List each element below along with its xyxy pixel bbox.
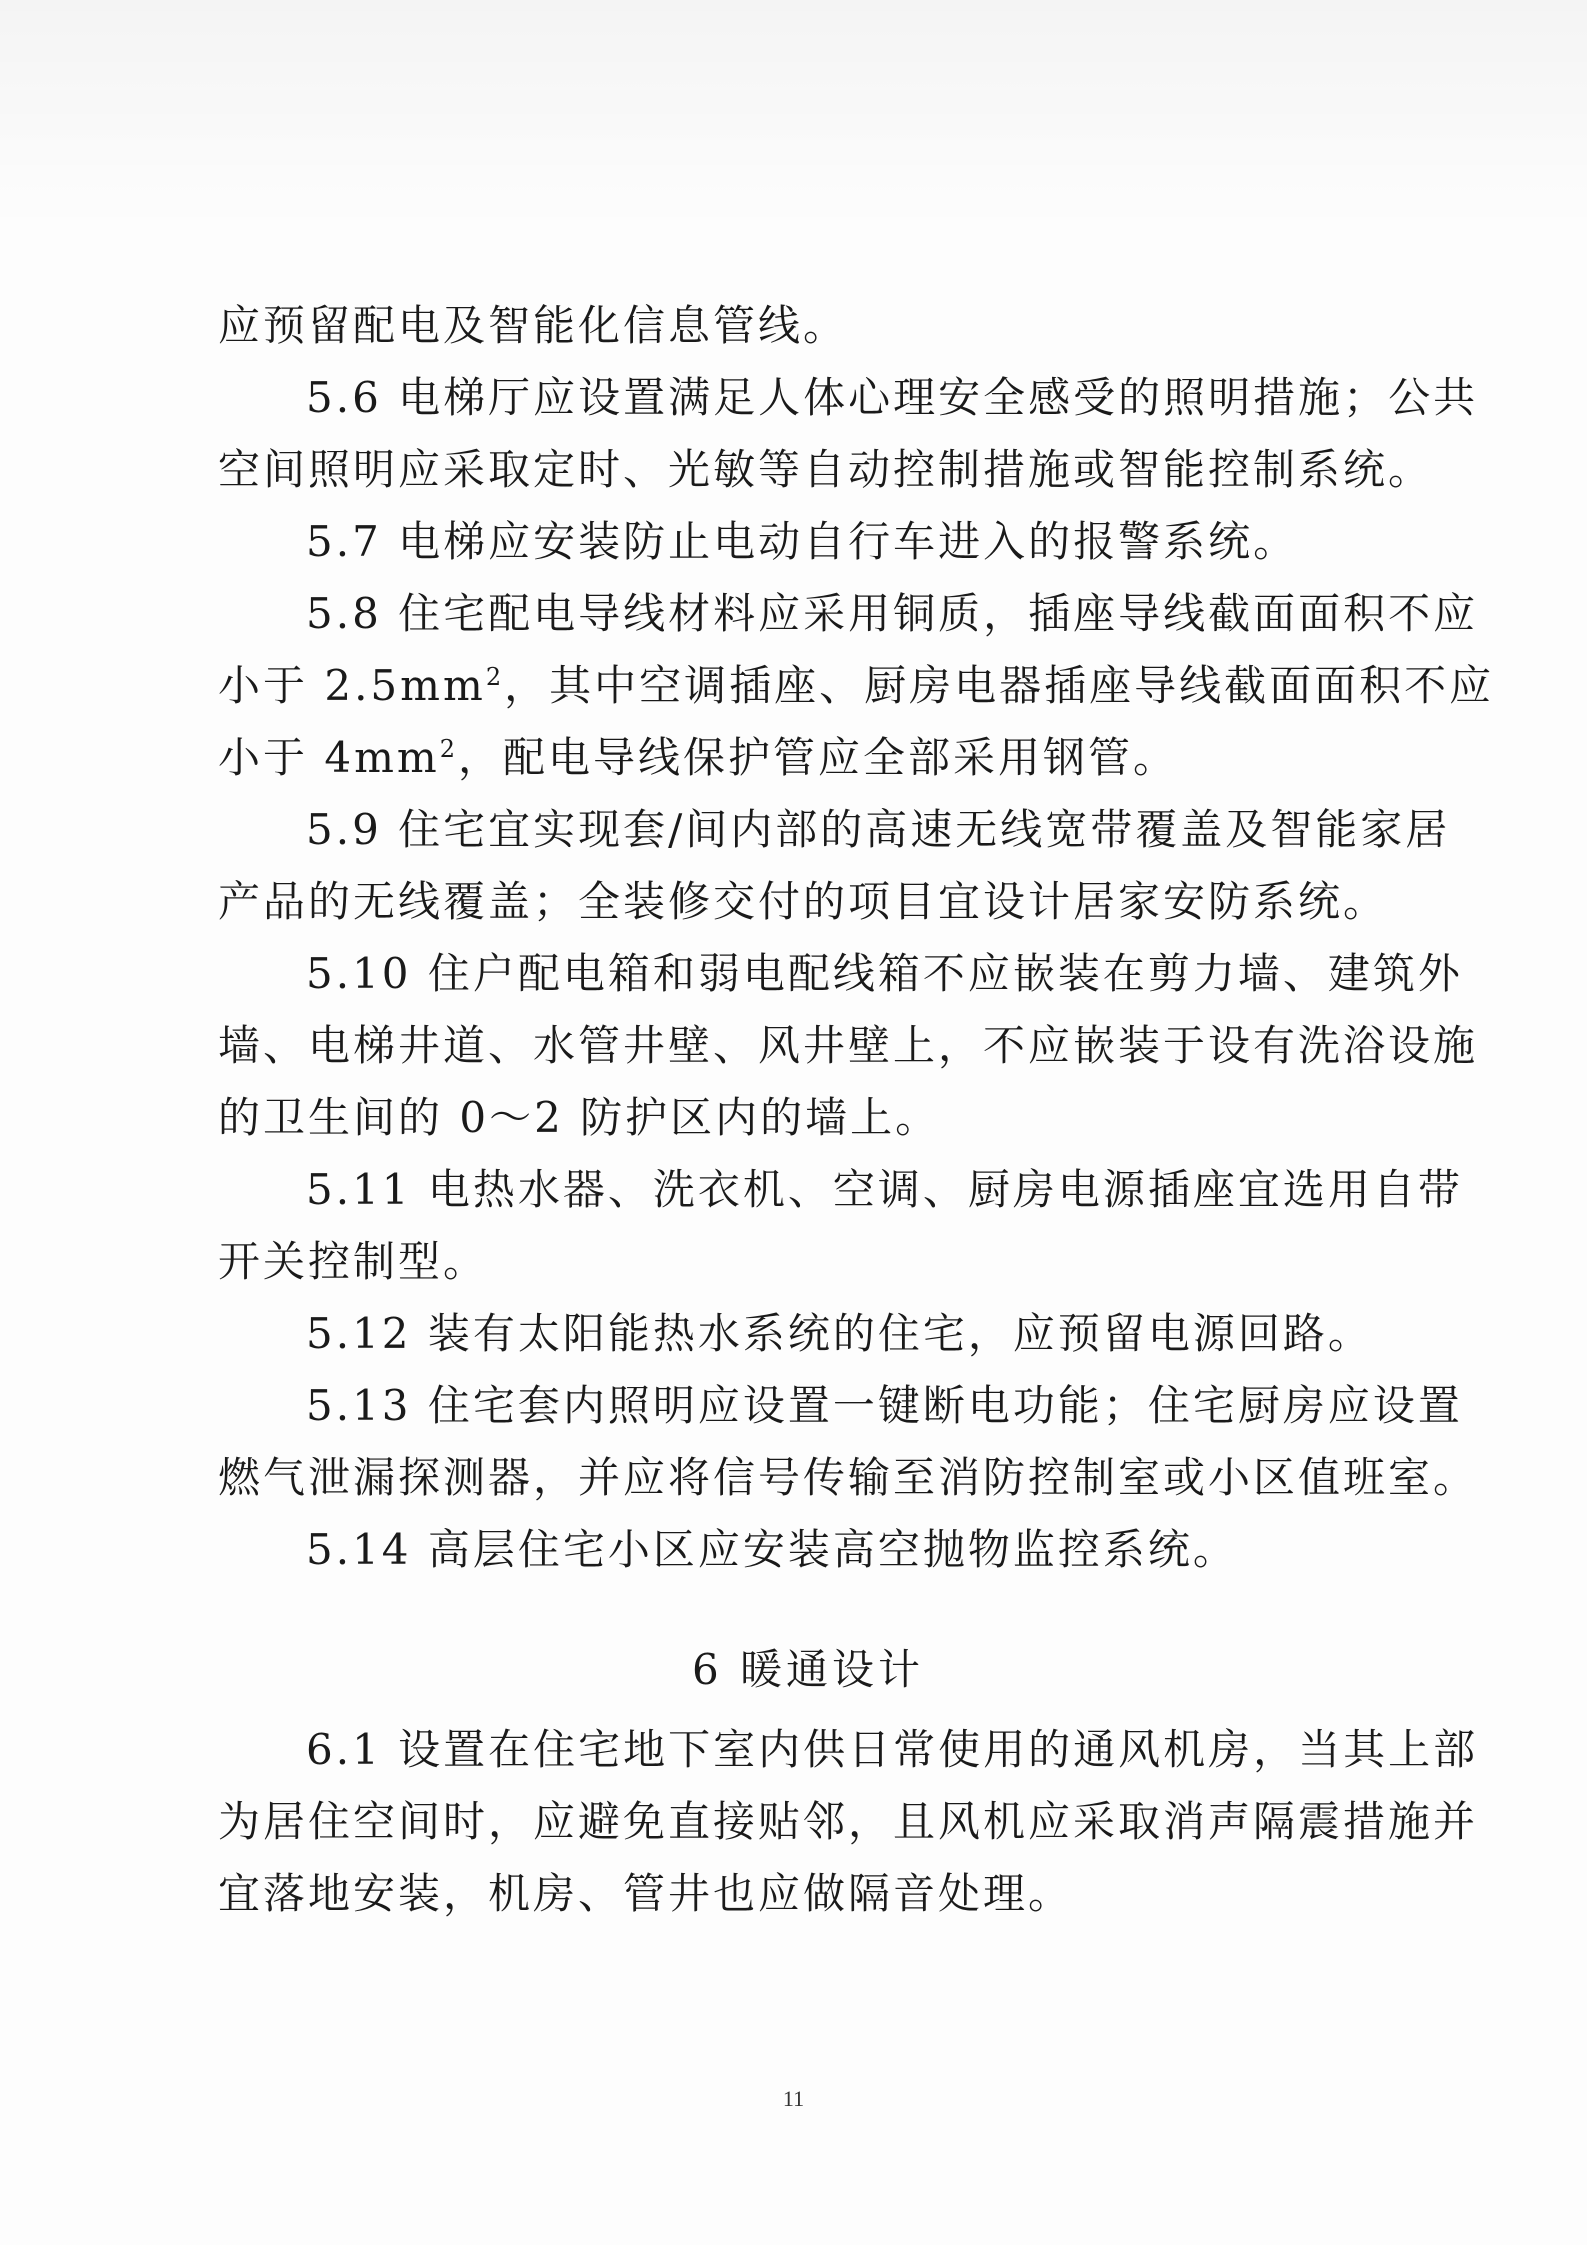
- section-6-heading: 6 暖通设计: [691, 1645, 925, 1694]
- clause-6-1-line-1: 6.1 设置在住宅地下室内供日常使用的通风机房，当其上部: [306, 1725, 1479, 1774]
- clause-5-10-line-1: 5.10 住户配电箱和弱电配线箱不应嵌装在剪力墙、建筑外: [306, 949, 1463, 998]
- clause-5-8-line-2-text-b: ，其中空调插座、厨房电器插座导线截面面积不应: [504, 661, 1495, 710]
- clause-5-13-line-2: 燃气泄漏探测器，并应将信号传输至消防控制室或小区值班室。: [218, 1453, 1479, 1502]
- superscript-squared: 2: [439, 735, 459, 763]
- clause-5-13-line-1: 5.13 住宅套内照明应设置一键断电功能；住宅厨房应设置: [306, 1381, 1463, 1430]
- scan-shade: [0, 0, 1587, 230]
- clause-5-9-line-2: 产品的无线覆盖；全装修交付的项目宜设计居家安防系统。: [218, 877, 1389, 926]
- clause-5-8-line-2: [218, 650, 1495, 722]
- clause-5-6-line-2: 空间照明应采取定时、光敏等自动控制措施或智能控制系统。: [218, 445, 1434, 494]
- clause-5-10-line-3: 的卫生间的 0～2 防护区内的墙上。: [218, 1093, 941, 1142]
- clause-5-14-line-1: 5.14 高层住宅小区应安装高空抛物监控系统。: [306, 1525, 1238, 1574]
- page-body: [218, 290, 1495, 1930]
- clause-5-10-line-2: 墙、电梯井道、水管井壁、风井壁上，不应嵌装于设有洗浴设施: [218, 1021, 1479, 1070]
- clause-5-8-line-2-text-a: 小于 2.5mm: [218, 661, 486, 710]
- clause-6-1-line-3: 宜落地安装，机房、管井也应做隔音处理。: [218, 1869, 1074, 1918]
- clause-5-6-line-1: 5.6 电梯厅应设置满足人体心理安全感受的照明措施；公共: [306, 373, 1479, 422]
- clause-5-11-line-2: 开关控制型。: [218, 1237, 489, 1286]
- clause-5-8-line-1: 5.8 住宅配电导线材料应采用铜质，插座导线截面面积不应: [306, 589, 1479, 638]
- clause-5-8-line-3-text-a: 小于 4mm: [218, 733, 440, 782]
- clause-6-1-line-2: 为居住空间时，应避免直接贴邻，且风机应采取消声隔震措施并: [218, 1797, 1479, 1846]
- clause-5-8-line-3: [218, 722, 1398, 794]
- clause-5-9-line-1: 5.9 住宅宜实现套/间内部的高速无线宽带覆盖及智能家居: [306, 805, 1451, 854]
- clause-5-8-line-3-text-b: ，配电导线保护管应全部采用钢管。: [458, 733, 1179, 782]
- continued-paragraph-line: 应预留配电及智能化信息管线。: [218, 301, 849, 350]
- clause-5-7-line-1: 5.7 电梯应安装防止电动自行车进入的报警系统。: [306, 517, 1299, 566]
- superscript-squared: 2: [485, 663, 505, 691]
- clause-5-11-line-1: 5.11 电热水器、洗衣机、空调、厨房电源插座宜选用自带: [306, 1165, 1463, 1214]
- clause-5-12-line-1: 5.12 装有太阳能热水系统的住宅，应预留电源回路。: [306, 1309, 1373, 1358]
- page-number: 11: [782, 2086, 805, 2111]
